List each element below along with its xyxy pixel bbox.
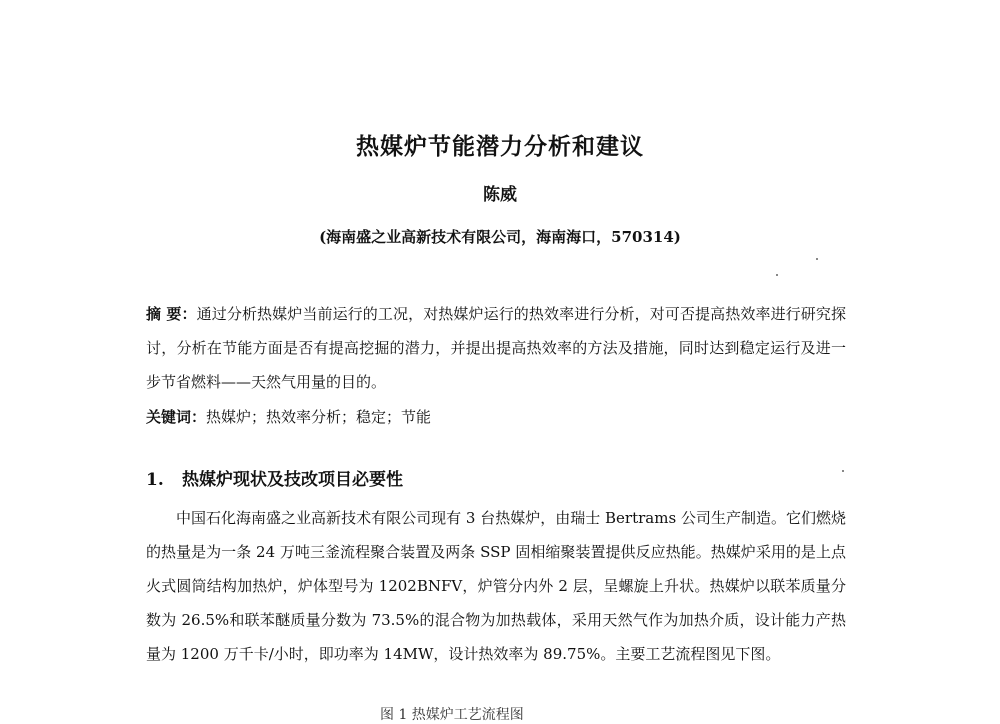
paper-title: 热媒炉节能潜力分析和建议 xyxy=(356,133,644,160)
keywords-label: 关键词： xyxy=(146,408,207,426)
section-number: 1. xyxy=(146,470,164,490)
section-heading xyxy=(146,465,846,490)
scan-speck xyxy=(776,274,778,276)
abstract xyxy=(146,297,846,399)
keywords-text: 热媒炉；热效率分析；稳定；节能 xyxy=(206,408,432,426)
author-name: 陈威 xyxy=(483,185,517,205)
figure-caption-fragment: 图 1 热媒炉工艺流程图 xyxy=(380,707,524,723)
section-paragraph: 中国石化海南盛之业高新技术有限公司现有 3 台热媒炉，由瑞士 Bertrams 公司生产制造。它们燃烧的热量是为一条 24 万吨三釜流程聚合装置及两条 SSP 固相缩聚装置提供反应热能。热媒炉采用的是上点火式圆筒结构加热炉，炉体型号为 1202BNFV，炉管分内外 2 层，呈螺旋上升状。热媒炉以联苯质量分数为 26.5%和联苯醚质量分数为 73.5%的混合物为加热载体，采用天然气作为加热介质，设计能力产热量为 1200 万千卡/小时，即功率为 14MW，设计热效率为 89.75%。主要工艺流程图见下图。 xyxy=(146,509,846,663)
abstract-label: 摘 要： xyxy=(146,305,197,323)
author-affiliation: (海南盛之业高新技术有限公司，海南海口，570314) xyxy=(319,228,681,246)
scan-speck xyxy=(842,470,844,472)
keywords xyxy=(146,400,846,434)
scan-speck xyxy=(816,258,818,260)
section-title: 热媒炉现状及技改项目必要性 xyxy=(182,470,403,490)
abstract-text: 通过分析热媒炉当前运行的工况，对热媒炉运行的热效率进行分析，对可否提高热效率进行研究探讨，分析在节能方面是否有提高挖掘的潜力，并提出提高热效率的方法及措施，同时达到稳定运行及进一步节省燃料——天然气用量的目的。 xyxy=(146,305,846,391)
